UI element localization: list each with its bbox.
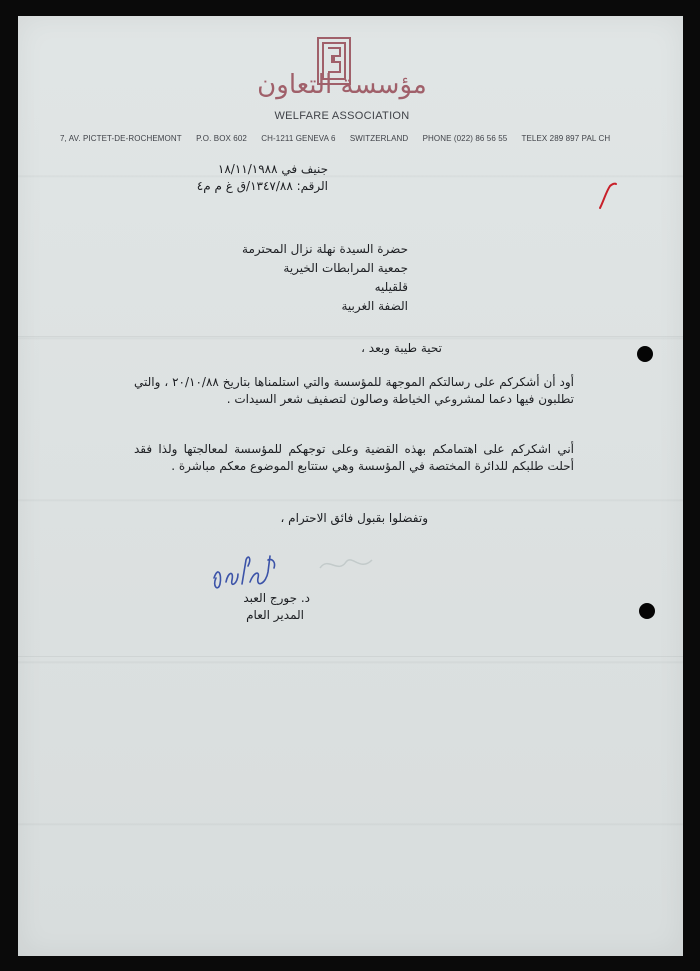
- address-po-box: P.O. BOX 602: [196, 134, 247, 143]
- faint-stamp-mark: [316, 548, 376, 580]
- address-street: 7, AV. PICTET-DE-ROCHEMONT: [60, 134, 182, 143]
- address-phone: PHONE (022) 86 56 55: [422, 134, 508, 143]
- punch-hole: [639, 603, 655, 619]
- letter-reference: الرقم: ١٣٤٧/٨٨/ق غ م م٤: [196, 179, 328, 193]
- greeting: تحية طيبة وبعد ،: [361, 341, 442, 355]
- letter-date: جنيف في ١٨/١١/١٩٨٨: [217, 162, 328, 176]
- recipient-line: جمعية المرابطات الخيرية: [283, 261, 408, 275]
- address-country: SWITZERLAND: [349, 134, 409, 143]
- recipient-line: قلقيليه: [374, 280, 408, 294]
- address-city: CH-1211 GENEVA 6: [261, 134, 336, 143]
- address-telex: TELEX 289 897 PAL CH: [521, 134, 611, 143]
- punch-hole: [637, 346, 653, 362]
- logo-arabic-name: مؤسسة التعاون: [257, 70, 427, 100]
- logo-english-name: WELFARE ASSOCIATION: [274, 110, 410, 122]
- fold-line: [18, 656, 683, 657]
- body-paragraph-1: أود أن أشكركم على رسالتكم الموجهة للمؤسسة والتي استلمناها بتاريخ ٢٠/١٠/٨٨ ، والتي تطلبون فيها دعما لمشروعي الخياطة وصالون لتصفيف شعر السيدات .: [134, 375, 574, 406]
- signatory-name: د. جورج العبد: [243, 591, 310, 605]
- recipient-line: الضفة الغربية: [341, 299, 408, 313]
- letter-page: [18, 16, 683, 956]
- body-paragraph-2: أني اشكركم على اهتمامكم بهذه القضية وعلى توجهكم للمؤسسة لمعالجتها ولذا فقد أحلت طلبكم للدائرة المختصة في المؤسسة وهي ستتابع الموضوع معكم مباشرة .: [134, 442, 574, 473]
- handwritten-signature: [208, 544, 280, 596]
- letterhead-address: [60, 134, 660, 143]
- red-annotation-mark: [596, 178, 618, 212]
- signatory-title: المدير العام: [246, 608, 304, 622]
- recipient-line: حضرة السيدة نهلة نزال المحترمة: [242, 242, 408, 256]
- fold-line: [18, 336, 683, 337]
- closing-line: وتفضلوا بقبول فائق الاحترام ،: [280, 511, 428, 525]
